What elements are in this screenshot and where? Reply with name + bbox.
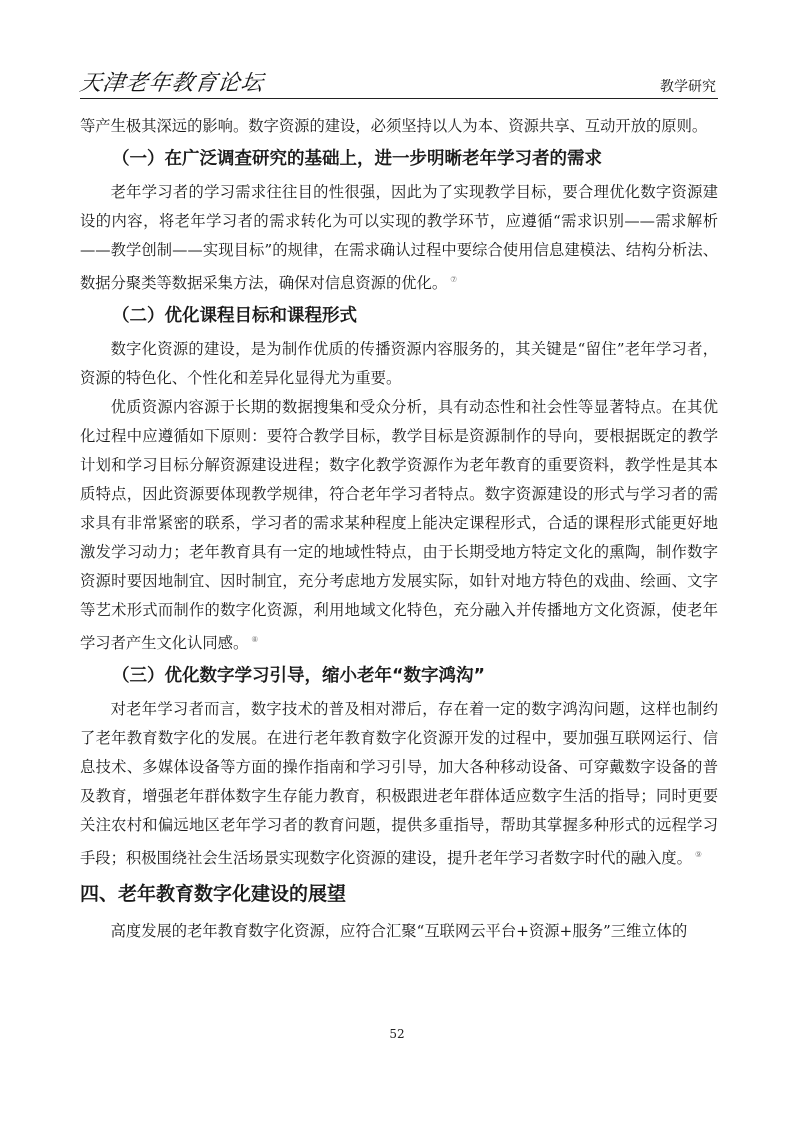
footnote-marker[interactable]: ⑧ [251,635,259,645]
journal-logo: 天津老年教育论坛 [77,71,266,96]
header-divider [80,98,718,99]
article-body [80,112,718,946]
paragraph-text: 优质资源内容源于长期的数据搜集和受众分析，具有动态性和社会性等显著特点。在其优化过程中应遵循如下原则：要符合教学目标，教学目标是资源制作的导向，要根据既定的教学计划和学习目标分解资源建设进程；数字化教学资源作为老年教育的重要资料，教学性是其本质特点，因此资源要体现教学规律，符合老年学习者特点。数字资源建设的形式与学习者的需求具有非常紧密的联系，学习者的需求某种程度上能决定课程形式，合适的课程形式能更好地激发学习动力；老年教育具有一定的地域性特点，由于长期受地方特定文化的熏陶，制作数字资源时要因地制宜、因时制宜，充分考虑地方发展实际，如针对地方特色的戏曲、绘画、文字等艺术形式而制作的数字化资源，利用地域文化特色，充分融入并传播地方文化资源，使老年学习者产生文化认同感。 [80,398,718,653]
section-label: 教学研究 [660,79,716,95]
paragraph-text: 数字化资源的建设，是为制作优质的传播资源内容服务的，其关键是“留住”老年学习者，资源的特色化、个性化和差异化显得尤为重要。 [80,340,718,388]
subheading-1: （一）在广泛调查研究的基础上，进一步明晰老年学习者的需求 [112,149,602,169]
paragraph [80,335,718,393]
paragraph [80,178,718,298]
paragraph [80,393,718,658]
page-header [77,60,718,100]
paragraph [80,695,718,873]
paragraph-text: 高度发展的老年教育数字化资源，应符合汇聚“互联网云平台+资源+服务”三维立体的 [110,922,688,941]
paragraph-text: 等产生极其深远的影响。数字资源的建设，必须坚持以人为本、资源共享、互动开放的原则。 [80,117,708,135]
subheading-2: （二）优化课程目标和课程形式 [112,306,357,327]
paragraph-text: 对老年学习者而言，数字技术的普及相对滞后，存在着一定的数字鸿沟问题，这样也制约了老年教育数字化的发展。在进行老年教育数字化资源开发的过程中，要加强互联网运行、信息技术、多媒体设备等方面的操作指南和学习引导，加大各种移动设备、可穿戴数字设备的普及教育，增强老年群体数字生存能力教育，积极跟进老年群体适应数字生活的指导；同时更要关注农村和偏远地区老年学习者的教育问题，提供多重指导，帮助其掌握多种形式的远程学习手段；积极围绕社会生活场景实现数字化资源的建设，提升老年学习者数字时代的融入度。 [80,700,718,868]
page-number: 52 [389,1027,405,1041]
paragraph [80,917,718,946]
subheading-3: （三）优化数字学习引导，缩小老年“数字鸿沟” [112,666,486,687]
paragraph-text: 老年学习者的学习需求往往目的性很强，因此为了实现教学目标，要合理优化数字资源建设的内容，将老年学习者的需求转化为可以实现的教学环节，应遵循“需求识别——需求解析——教学创制——实现目标”的规律，在需求确认过程中要综合使用信息建模法、结构分析法、数据分聚类等数据采集方法，确保对信息资源的优化。 [80,183,718,293]
paragraph-continued [80,112,718,141]
section-heading: 四、老年教育数字化建设的展望 [80,883,347,906]
footnote-marker[interactable]: ⑦ [450,275,458,284]
footnote-marker[interactable]: ⑨ [694,850,703,860]
